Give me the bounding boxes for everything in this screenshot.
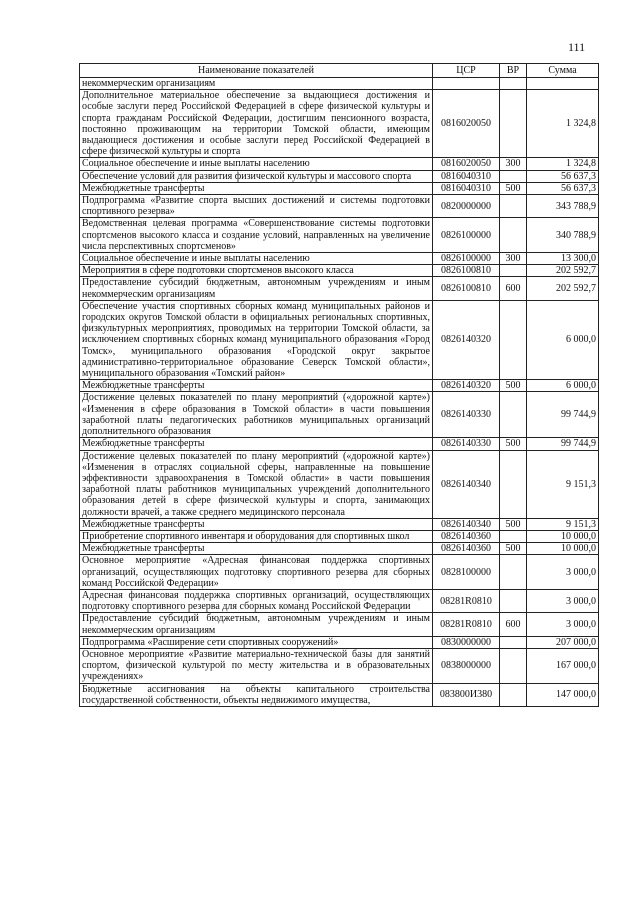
row-sum-cell: 1 324,8 bbox=[527, 90, 599, 158]
row-sum-cell bbox=[527, 78, 599, 90]
row-sum-cell: 3 000,0 bbox=[527, 555, 599, 590]
row-name-cell: Достижение целевых показателей по плану мероприятий («дорожной карте») «Изменения в отраслях социальной сферы, направленные на повышение эффективности здравоохранения в Томской области» в части повышения заработной платы работников муниципальных учреждений дополнительного образования детей в сфере физической культуры и спорта, занимающих должности врачей, а также среднего медицинского персонала bbox=[80, 450, 433, 518]
table-row bbox=[80, 380, 599, 392]
row-csr-cell: 0826140340 bbox=[433, 450, 500, 518]
row-vr-cell: 300 bbox=[500, 158, 527, 170]
row-csr-cell: 0826140330 bbox=[433, 392, 500, 438]
row-sum-cell: 6 000,0 bbox=[527, 300, 599, 379]
row-vr-cell bbox=[500, 392, 527, 438]
row-name-cell: Обеспечение условий для развития физической культуры и массового спорта bbox=[80, 170, 433, 182]
row-csr-cell: 0828100000 bbox=[433, 555, 500, 590]
row-sum-cell: 343 788,9 bbox=[527, 195, 599, 218]
row-csr-cell: 0826140330 bbox=[433, 438, 500, 450]
row-name-cell: Адресная финансовая поддержка спортивных организаций, осуществляющих подготовку спортивного резерва для сборных команд Российской Федерации bbox=[80, 589, 433, 612]
row-name-cell: Достижение целевых показателей по плану мероприятий («дорожной карте») «Изменения в сфере образования в Томской области» в части повышения заработной платы педагогических работников муниципальных организаций дополнительного образования bbox=[80, 392, 433, 438]
table-row bbox=[80, 683, 599, 706]
table-row bbox=[80, 555, 599, 590]
row-csr-cell: 0826140360 bbox=[433, 530, 500, 542]
row-vr-cell bbox=[500, 636, 527, 648]
row-name-cell: Межбюджетные трансферты bbox=[80, 438, 433, 450]
row-vr-cell: 300 bbox=[500, 253, 527, 265]
row-csr-cell: 0820000000 bbox=[433, 195, 500, 218]
row-name-cell: Предоставление субсидий бюджетным, автономным учреждениям и иным некоммерческим организациям bbox=[80, 277, 433, 300]
row-sum-cell: 340 788,9 bbox=[527, 218, 599, 253]
row-sum-cell: 56 637,3 bbox=[527, 170, 599, 182]
table-row bbox=[80, 450, 599, 518]
row-csr-cell: 0826100000 bbox=[433, 253, 500, 265]
row-name-cell: Социальное обеспечение и иные выплаты населению bbox=[80, 253, 433, 265]
row-vr-cell bbox=[500, 648, 527, 683]
row-name-cell: Межбюджетные трансферты bbox=[80, 518, 433, 530]
row-sum-cell: 13 300,0 bbox=[527, 253, 599, 265]
row-vr-cell: 600 bbox=[500, 613, 527, 636]
table-row bbox=[80, 518, 599, 530]
row-csr-cell: 0816040310 bbox=[433, 170, 500, 182]
row-sum-cell: 3 000,0 bbox=[527, 613, 599, 636]
row-name-cell: Межбюджетные трансферты bbox=[80, 380, 433, 392]
row-csr-cell: 08281R0810 bbox=[433, 613, 500, 636]
row-sum-cell: 99 744,9 bbox=[527, 438, 599, 450]
page-number: 111 bbox=[568, 40, 586, 54]
header-name: Наименование показателей bbox=[80, 64, 433, 78]
row-vr-cell bbox=[500, 90, 527, 158]
table-row bbox=[80, 636, 599, 648]
row-name-cell: Ведомственная целевая программа «Совершенствование системы подготовки спортсменов высокого класса и создание условий, направленных на увеличение числа перспективных спортсменов» bbox=[80, 218, 433, 253]
table-row bbox=[80, 265, 599, 277]
row-sum-cell: 99 744,9 bbox=[527, 392, 599, 438]
row-csr-cell: 0826140320 bbox=[433, 380, 500, 392]
row-vr-cell: 500 bbox=[500, 380, 527, 392]
table-row bbox=[80, 195, 599, 218]
row-vr-cell: 500 bbox=[500, 438, 527, 450]
table-row bbox=[80, 589, 599, 612]
table-row bbox=[80, 78, 599, 90]
budget-table bbox=[79, 63, 599, 707]
row-vr-cell bbox=[500, 170, 527, 182]
row-csr-cell: 083800И380 bbox=[433, 683, 500, 706]
row-sum-cell: 9 151,3 bbox=[527, 518, 599, 530]
row-name-cell: Приобретение спортивного инвентаря и оборудования для спортивных школ bbox=[80, 530, 433, 542]
row-sum-cell: 202 592,7 bbox=[527, 265, 599, 277]
row-vr-cell bbox=[500, 555, 527, 590]
row-name-cell: Подпрограмма «Развитие спорта высших достижений и системы подготовки спортивного резерва» bbox=[80, 195, 433, 218]
row-vr-cell bbox=[500, 195, 527, 218]
header-row bbox=[80, 64, 599, 78]
row-vr-cell bbox=[500, 78, 527, 90]
table-body bbox=[80, 78, 599, 707]
row-sum-cell: 167 000,0 bbox=[527, 648, 599, 683]
table-row bbox=[80, 277, 599, 300]
row-sum-cell: 147 000,0 bbox=[527, 683, 599, 706]
table-row bbox=[80, 218, 599, 253]
row-sum-cell: 3 000,0 bbox=[527, 589, 599, 612]
row-vr-cell: 600 bbox=[500, 277, 527, 300]
row-sum-cell: 6 000,0 bbox=[527, 380, 599, 392]
table-row bbox=[80, 530, 599, 542]
row-name-cell: Предоставление субсидий бюджетным, автономным учреждениям и иным некоммерческим организациям bbox=[80, 613, 433, 636]
row-csr-cell bbox=[433, 78, 500, 90]
row-name-cell: Социальное обеспечение и иные выплаты населению bbox=[80, 158, 433, 170]
row-name-cell: некоммерческим организациям bbox=[80, 78, 433, 90]
header-sum: Сумма bbox=[527, 64, 599, 78]
row-name-cell: Межбюджетные трансферты bbox=[80, 543, 433, 555]
row-csr-cell: 0816020050 bbox=[433, 158, 500, 170]
row-name-cell: Межбюджетные трансферты bbox=[80, 182, 433, 194]
row-sum-cell: 9 151,3 bbox=[527, 450, 599, 518]
row-csr-cell: 0826140360 bbox=[433, 543, 500, 555]
row-csr-cell: 0816040310 bbox=[433, 182, 500, 194]
table-row bbox=[80, 90, 599, 158]
row-name-cell: Подпрограмма «Расширение сети спортивных сооружений» bbox=[80, 636, 433, 648]
row-vr-cell: 500 bbox=[500, 518, 527, 530]
row-name-cell: Обеспечение участия спортивных сборных команд муниципальных районов и городских округов Томской области в официальных региональных спортивных, физкультурных мероприятиях, проводимых на территории Томской области, за исключением спортивных сборных команд муниципального образования «Город Томск», муниципального образования «Городской округ закрытое административно-территориальное образование Северск Томской области», муниципального образования «Томский район» bbox=[80, 300, 433, 379]
row-name-cell: Дополнительное материальное обеспечение за выдающиеся достижения и особые заслуги перед Российской Федерацией в сфере физической культуры и спорта гражданам Российской Федерации, достигшим пенсионного возраста, постоянно проживающим на территории Томской области, имеющим выдающиеся достижения и особые заслуги перед Российской Федерацией в сфере физической культуры и спорта bbox=[80, 90, 433, 158]
row-csr-cell: 0826100810 bbox=[433, 265, 500, 277]
row-sum-cell: 10 000,0 bbox=[527, 530, 599, 542]
row-vr-cell bbox=[500, 265, 527, 277]
row-vr-cell bbox=[500, 589, 527, 612]
row-vr-cell bbox=[500, 218, 527, 253]
row-vr-cell bbox=[500, 450, 527, 518]
table-row bbox=[80, 543, 599, 555]
row-vr-cell bbox=[500, 683, 527, 706]
row-vr-cell: 500 bbox=[500, 182, 527, 194]
table-row bbox=[80, 253, 599, 265]
row-name-cell: Основное мероприятие «Развитие материально-технической базы для занятий спортом, физической культурой по месту жительства и в образовательных учреждениях» bbox=[80, 648, 433, 683]
row-sum-cell: 202 592,7 bbox=[527, 277, 599, 300]
row-csr-cell: 0826100000 bbox=[433, 218, 500, 253]
row-name-cell: Бюджетные ассигнования на объекты капитального строительства государственной собственности, объекты недвижимого имущества, bbox=[80, 683, 433, 706]
row-csr-cell: 0838000000 bbox=[433, 648, 500, 683]
row-csr-cell: 0826140320 bbox=[433, 300, 500, 379]
row-sum-cell: 207 000,0 bbox=[527, 636, 599, 648]
table-row bbox=[80, 300, 599, 379]
table-row bbox=[80, 158, 599, 170]
row-sum-cell: 1 324,8 bbox=[527, 158, 599, 170]
row-csr-cell: 0830000000 bbox=[433, 636, 500, 648]
row-name-cell: Мероприятия в сфере подготовки спортсменов высокого класса bbox=[80, 265, 433, 277]
table-row bbox=[80, 170, 599, 182]
row-csr-cell: 08281R0810 bbox=[433, 589, 500, 612]
table-row bbox=[80, 392, 599, 438]
row-vr-cell: 500 bbox=[500, 543, 527, 555]
row-csr-cell: 0826140340 bbox=[433, 518, 500, 530]
row-vr-cell bbox=[500, 300, 527, 379]
row-csr-cell: 0816020050 bbox=[433, 90, 500, 158]
table-row bbox=[80, 182, 599, 194]
row-sum-cell: 10 000,0 bbox=[527, 543, 599, 555]
row-sum-cell: 56 637,3 bbox=[527, 182, 599, 194]
table-row bbox=[80, 648, 599, 683]
header-vr: ВР bbox=[500, 64, 527, 78]
table-row bbox=[80, 438, 599, 450]
table-row bbox=[80, 613, 599, 636]
header-csr: ЦСР bbox=[433, 64, 500, 78]
row-name-cell: Основное мероприятие «Адресная финансовая поддержка спортивных организаций, осуществляющих подготовку спортивного резерва для сборных команд Российской Федерации» bbox=[80, 555, 433, 590]
row-vr-cell bbox=[500, 530, 527, 542]
row-csr-cell: 0826100810 bbox=[433, 277, 500, 300]
